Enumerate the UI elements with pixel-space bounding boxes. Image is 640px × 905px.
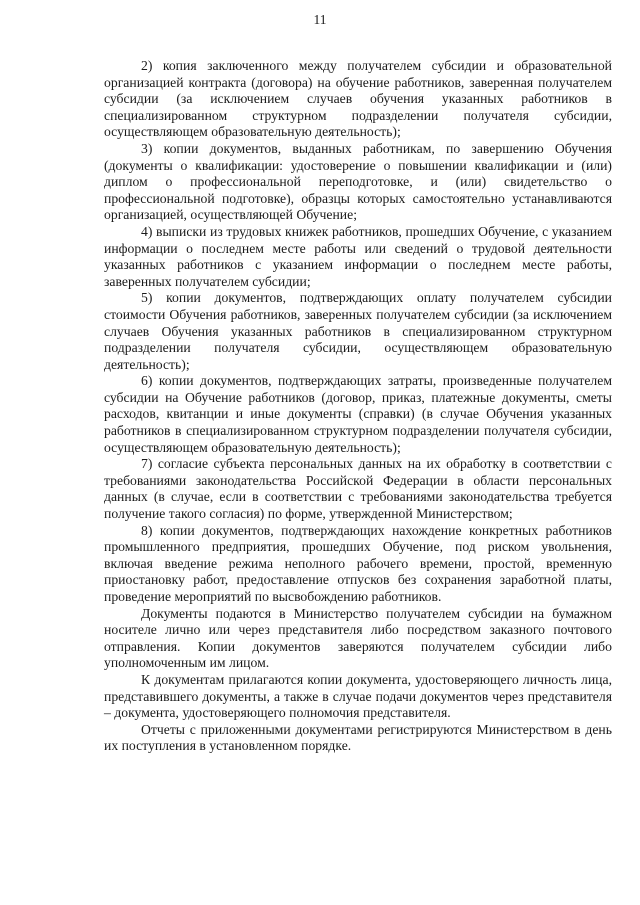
paragraph-item-3: 3) копии документов, выданных работникам, по завершению Обучения (документы о квалификации: удостоверение о повышении квалификации и (или) диплом о профессиональной переподготовке, и (или) свидетельство о профессиональной подготовке), образцы которых самостоятельно устанавливаются организацией, осуществляющей Обучение; bbox=[104, 140, 612, 223]
page-number: 11 bbox=[313, 12, 327, 27]
paragraph-item-5: 5) копии документов, подтверждающих оплату получателем субсидии стоимости Обучения работников, заверенных получателем субсидии (за исключением случаев Обучения указанных работников в специализированном структурном подразделении получателя субсидии, осуществляющем образовательную деятельность); bbox=[104, 290, 612, 372]
paragraph-item-2: 2) копия заключенного между получателем субсидии и образовательной организацией контракта (договора) на обучение работников, заверенная получателем субсидии (за исключением случаев обучения указанных работников в специализированном структурном подразделении получателя субсидии, осуществляющем образовательную деятельность); bbox=[104, 58, 612, 140]
paragraph-item-6: 6) копии документов, подтверждающих затраты, произведенные получателем субсидии на Обучение работников (договор, приказ, платежные документы, сметы расходов, квитанции и иные документы (справки) (в случае Обучения указанных работников в специализированном структурном подразделении получателя субсидии, осуществляющем образовательную деятельность); bbox=[104, 373, 612, 455]
document-body bbox=[104, 58, 612, 755]
paragraph-submission: Документы подаются в Министерство получателем субсидии на бумажном носителе лично или через представителя либо посредством заказного почтового отправления. Копии документов заверяются получателем субсидии либо уполномоченным им лицом. bbox=[104, 605, 612, 671]
paragraph-item-4: 4) выписки из трудовых книжек работников, прошедших Обучение, с указанием информации о последнем месте работы или сведений о трудовой деятельности указанных работников с указанием информации о последнем месте работы, заверенных получателем субсидии; bbox=[104, 223, 612, 289]
paragraph-item-7: 7) согласие субъекта персональных данных на их обработку в соответствии с требованиями законодательства Российской Федерации в области персональных данных (в случае, если в соответствии с требованиями законодательства требуется получение такого согласия) по форме, утвержденной Министерством; bbox=[104, 456, 612, 522]
paragraph-attachments: К документам прилагаются копии документа, удостоверяющего личность лица, представившего документы, а также в случае подачи документов через представителя – документа, удостоверяющего полномочия представителя. bbox=[104, 671, 612, 721]
paragraph-registration: Отчеты с приложенными документами регистрируются Министерством в день их поступления в установленном порядке. bbox=[104, 721, 612, 754]
paragraph-item-8: 8) копии документов, подтверждающих нахождение конкретных работников промышленного предприятия, прошедших Обучение, под риском увольнения, включая введение режима неполного рабочего времени, простой, временную приостановку работ, предоставление отпусков без сохранения заработной платы, проведение мероприятий по высвобождению работников. bbox=[104, 522, 612, 604]
